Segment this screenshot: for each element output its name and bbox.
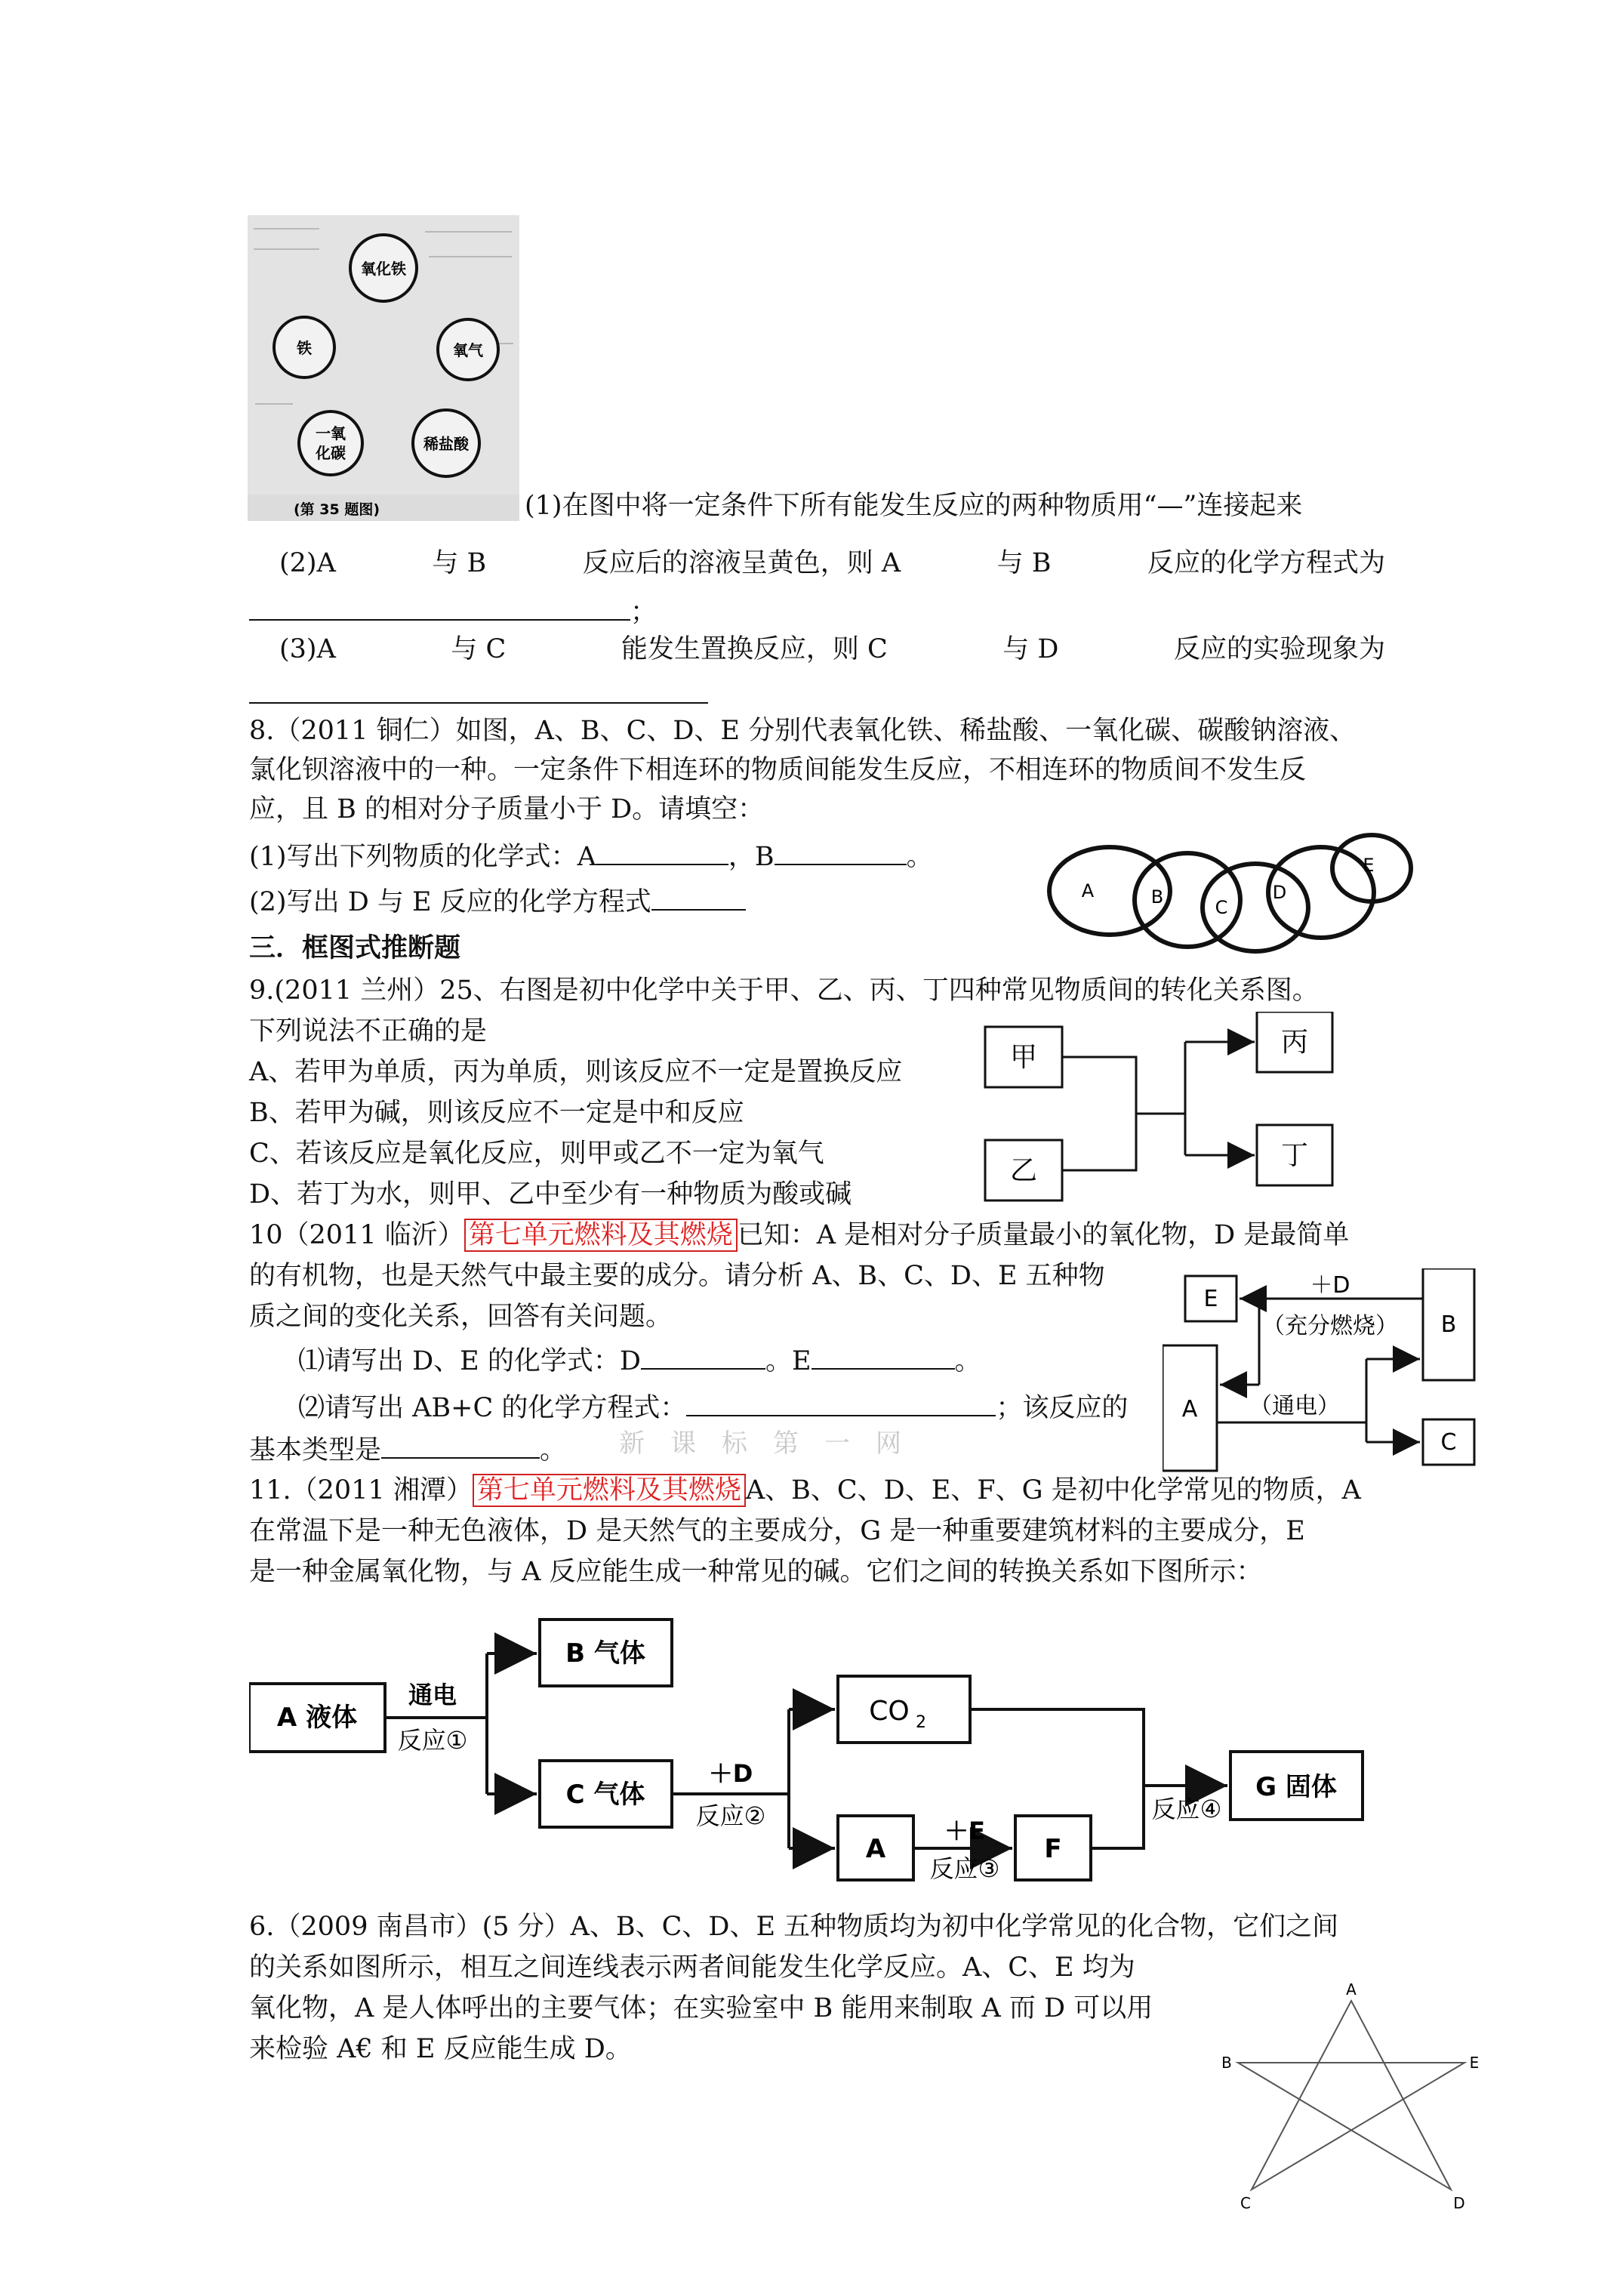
q10-sub1: ⑴请写出 D、E 的化学式：D 。E 。 [298, 1342, 981, 1378]
q35-part2-answer: ； [249, 593, 657, 629]
q8-line3: 应，且 B 的相对分子质量小于 D。请填空： [249, 794, 765, 824]
reaction-label: 反应① [397, 1726, 468, 1755]
q9-diagram [981, 1012, 1336, 1216]
unit-tag: 第七单元燃料及其燃烧 [473, 1474, 746, 1507]
q10-line2: 的有机物，也是天然气中最主要的成分。请分析 A、B、C、D、E 五种物 [249, 1261, 1105, 1291]
q8-sub1: (1)写出下列物质的化学式：A ，B 。 [249, 838, 933, 874]
q6-star-diagram [1219, 1978, 1483, 2227]
box-label: 丙 [1280, 1027, 1309, 1058]
q10-sub2: ⑵请写出 AB+C 的化学方程式： ；该反应的 [298, 1389, 1128, 1425]
q10-line1: 10（2011 临沂） 第七单元燃料及其燃烧 已知：A 是相对分子质量最小的氧化物，D 是最简单 [249, 1220, 1350, 1250]
q10-line3: 质之间的变化关系，回答有关问题。 [249, 1302, 673, 1332]
answer-blank[interactable] [686, 1389, 996, 1416]
q35-part3: (3)A 与 C 能发生置换反应，则 C 与 D 反应的实验现象为 [279, 634, 1385, 664]
node-label: 氧化铁 [361, 260, 406, 278]
box-label: C [1440, 1429, 1457, 1456]
box-label: A [1181, 1396, 1198, 1422]
box-label: F [1044, 1834, 1062, 1864]
q6-line4: 来检验 A€ 和 E 反应能生成 D。 [249, 2034, 632, 2064]
box-label: C 气体 [565, 1780, 645, 1810]
q9-option-b: B、若甲为碱，则该反应不一定是中和反应 [249, 1098, 744, 1128]
q9-line2: 下列说法不正确的是 [249, 1016, 488, 1046]
box-label: 乙 [1009, 1155, 1038, 1186]
q11-flow-diagram [249, 1608, 1397, 1888]
answer-blank[interactable] [596, 838, 728, 865]
condition-label: （充分燃烧） [1262, 1313, 1398, 1339]
q6-line1: 6.（2009 南昌市）(5 分）A、B、C、D、E 五种物质均为初中化学常见的化合物，它们之间 [249, 1912, 1339, 1942]
answer-blank[interactable] [249, 593, 630, 621]
subscript: 2 [916, 1713, 926, 1732]
answer-blank[interactable] [812, 1342, 955, 1370]
section-heading: 三．框图式推断题 [249, 932, 461, 963]
q11-line2: 在常温下是一种无色液体，D 是天然气的主要成分，G 是一种重要建筑材料的主要成分，E [249, 1516, 1305, 1546]
box-label: E [1203, 1286, 1218, 1312]
reaction-label: 反应② [695, 1801, 766, 1830]
ring-label: C [1215, 897, 1228, 918]
box-label: B [1440, 1311, 1457, 1338]
q6-line2: 的关系如图所示，相互之间连线表示两者间能发生化学反应。A、C、E 均为 [249, 1952, 1135, 1983]
q6-line3: 氧化物，A 是人体呼出的主要气体；在实验室中 B 能用来制取 A 而 D 可以用 [249, 1993, 1153, 2023]
box-label: A 液体 [276, 1703, 358, 1733]
vertex-label: B [1221, 2054, 1232, 2072]
q35-part1: (1)在图中将一定条件下所有能发生反应的两种物质用“—”连接起来 [525, 491, 1303, 521]
q9-option-d: D、若丁为水，则甲、乙中至少有一种物质为酸或碱 [249, 1179, 852, 1210]
box-label: 甲 [1009, 1042, 1038, 1073]
node-co [299, 411, 362, 475]
answer-blank[interactable] [249, 676, 708, 704]
reagent-label: ＋D [1310, 1272, 1350, 1299]
condition-label: 通电 [408, 1681, 457, 1709]
reaction-label: 反应④ [1151, 1795, 1222, 1823]
figure-caption: (第 35 题图) [293, 501, 380, 518]
ring-label: B [1150, 886, 1164, 908]
q35-part3-answer [249, 676, 708, 712]
box-label: A [865, 1834, 886, 1864]
q9-option-a: A、若甲为单质，丙为单质，则该反应不一定是置换反应 [249, 1057, 903, 1087]
condition-label: （通电） [1249, 1393, 1340, 1419]
answer-blank[interactable] [381, 1432, 540, 1459]
q11-line1: 11.（2011 湘潭） 第七单元燃料及其燃烧 A、B、C、D、E、F、G 是初中化学常见的物质，A [249, 1475, 1361, 1505]
node-label: 稀盐酸 [423, 435, 469, 453]
reagent-label: ＋E [944, 1817, 985, 1845]
vertex-label: D [1453, 2194, 1465, 2212]
q8-line2: 氯化钡溶液中的一种。一定条件下相连环的物质间能发生反应，不相连环的物质间不发生反 [249, 755, 1307, 785]
q11-line3: 是一种金属氧化物，与 A 反应能生成一种常见的碱。它们之间的转换关系如下图所示： [249, 1557, 1263, 1587]
q9-option-c: C、若该反应是氧化反应，则甲或乙不一定为氧气 [249, 1139, 824, 1169]
node-label: 铁 [297, 339, 312, 357]
answer-blank[interactable] [641, 1342, 765, 1370]
answer-blank[interactable] [651, 883, 746, 911]
vertex-label: C [1240, 2194, 1251, 2212]
q8-rings-diagram [1030, 815, 1415, 959]
node-label: 化碳 [316, 444, 346, 462]
q10-diagram [1163, 1268, 1480, 1476]
q8-line1: 8.（2011 铜仁）如图，A、B、C、D、E 分别代表氧化铁、稀盐酸、一氧化碳、碳酸钠溶液、 [249, 716, 1357, 746]
q8-sub2: (2)写出 D 与 E 反应的化学方程式 [249, 883, 746, 919]
reagent-label: ＋D [708, 1759, 753, 1788]
node-label: 一氧 [316, 424, 346, 442]
ring-label: D [1272, 882, 1287, 903]
watermark: 新课标第一网 [619, 1428, 927, 1459]
ring-label: A [1081, 880, 1095, 901]
ring-label: E [1363, 855, 1375, 876]
box-label: G 固体 [1255, 1772, 1337, 1802]
vertex-label: E [1469, 2054, 1480, 2072]
vertex-label: A [1346, 1980, 1357, 1999]
q35-part2: (2)A 与 B 反应后的溶液呈黄色，则 A 与 B 反应的化学方程式为 [279, 548, 1385, 578]
q10-line6: 基本类型是 。 [249, 1432, 566, 1467]
reaction-label: 反应③ [929, 1854, 1000, 1883]
answer-blank[interactable] [775, 838, 907, 865]
q35-figure [248, 215, 519, 521]
box-label: B 气体 [565, 1638, 645, 1669]
q9-line1: 9.(2011 兰州）25、右图是初中化学中关于甲、乙、丙、丁四种常见物质间的转化关系图。 [249, 975, 1319, 1006]
node-label: 氧气 [453, 341, 483, 359]
box-label: CO [869, 1696, 910, 1727]
unit-tag: 第七单元燃料及其燃烧 [464, 1219, 738, 1252]
box-label: 丁 [1280, 1140, 1309, 1171]
